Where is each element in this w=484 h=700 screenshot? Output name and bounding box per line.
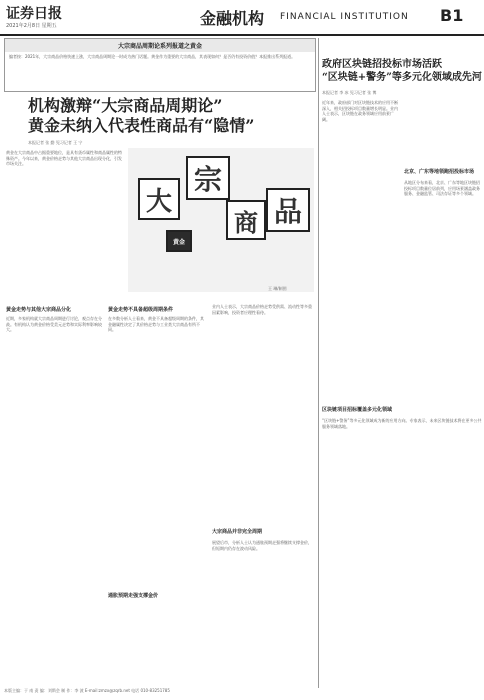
column-divider — [318, 38, 319, 688]
illustration-char-1: 大 — [138, 178, 180, 220]
article-body-1: 近期，多家机构就大宗商品周期进行讨论，观点存在分歧。有机构认为黄金价格受美元走势和实际利率影响较大。 — [6, 316, 102, 332]
series-banner-heading: 大宗商品周期论系列报道之黄金 — [5, 39, 315, 52]
illustration-char-4: 品 — [266, 188, 310, 232]
right-article-body-2: 从地区分布来看，北京、广东等地区块链招投标项目数量位居前列，应用场景涵盖政务服务、金融监管、司法存证等多个领域。 — [404, 180, 480, 196]
article-body-3: 业内人士表示，大宗商品价格走势受供需、流动性等多重因素影响，投资者应理性看待。 — [212, 304, 312, 315]
series-banner — [4, 38, 316, 92]
page-footer: 本版主编：于 南 责 编：刘斯会 制 作：李 波 E-mail:zmzx@zqrb.net 电话 010-83251785 — [4, 688, 170, 693]
illustration — [128, 148, 314, 292]
illustration-caption: 王 琳/制图 — [268, 286, 287, 291]
gold-badge: 黄金 — [166, 230, 192, 252]
article-intro: 黄金在大宗商品中占据重要地位，是具有货币属性和商品属性的特殊资产。今年以来，黄金价格走势与其他大宗商品出现分化，引发市场关注。 — [6, 150, 122, 166]
subheading-4: 通胀预期走强支撑金价 — [108, 593, 159, 599]
right-subheading-1: 北京、广东等地领跑招投标市场 — [404, 169, 475, 175]
editor-note: 编者按：2021年，大宗商品价格快速上涨，大宗商品周期论一时成为热门话题。黄金作为重要的大宗商品，其表现如何？是否仍有投资价值？本报推出系列报道。 — [9, 54, 296, 59]
illustration-char-2: 宗 — [186, 156, 230, 200]
right-headline-line-2: “区块链+警务”等多元化领域成先河 — [322, 72, 482, 83]
right-headline-line-1: 政府区块链招投标市场活跃 — [322, 59, 442, 70]
masthead — [0, 0, 484, 36]
right-article-headline — [322, 58, 482, 84]
section-title-en: FINANCIAL INSTITUTION — [280, 12, 409, 22]
page-number: B1 — [440, 6, 464, 25]
subheading-2: 黄金走势不具备超级周期条件 — [108, 307, 174, 313]
right-article-body-1: 近年来，政府部门对区块链技术的应用不断深入，相关招投标项目数量增长明显。业内人士表示，区块链在政务领域应用前景广阔。 — [322, 100, 398, 122]
headline-line-1: 机构激辩“大宗商品周期论” — [28, 96, 223, 115]
headline-line-2: 黄金未纳入代表性商品有“隐情” — [28, 116, 255, 135]
section-title: 金融机构 — [200, 9, 265, 28]
illustration-char-3: 商 — [226, 200, 266, 240]
right-article-byline: 本报记者 李 冰 见习记者 张 博 — [322, 90, 377, 95]
right-article-body-3: “区块链+警务”等多元化领域成为新的应用方向。专家表示，未来区块链技术将在更多公共服务领域落地。 — [322, 418, 482, 429]
issue-date: 2021年2月8日 星期五 — [6, 23, 57, 29]
right-subheading-2: 区块链项目招标覆盖多元化领域 — [322, 407, 393, 413]
article-body-4: 展望后市，分析人士认为通胀预期走强将继续支撑金价，但短期内仍存在波动风险。 — [212, 540, 312, 551]
article-headline — [28, 96, 254, 136]
subheading-3: 大宗商品并非完全周期 — [212, 529, 263, 535]
article-byline: 本报记者 张 勤 见习记者 王 宁 — [28, 140, 83, 145]
newspaper-logo: 证券日报 — [6, 6, 62, 22]
subheading-1: 黄金走势与其他大宗商品分化 — [6, 307, 72, 313]
article-body-2: 在多数分析人士看来，黄金不具备超级周期的条件，其金融属性决定了其价格走势与工业类大宗商品有所不同。 — [108, 316, 204, 332]
